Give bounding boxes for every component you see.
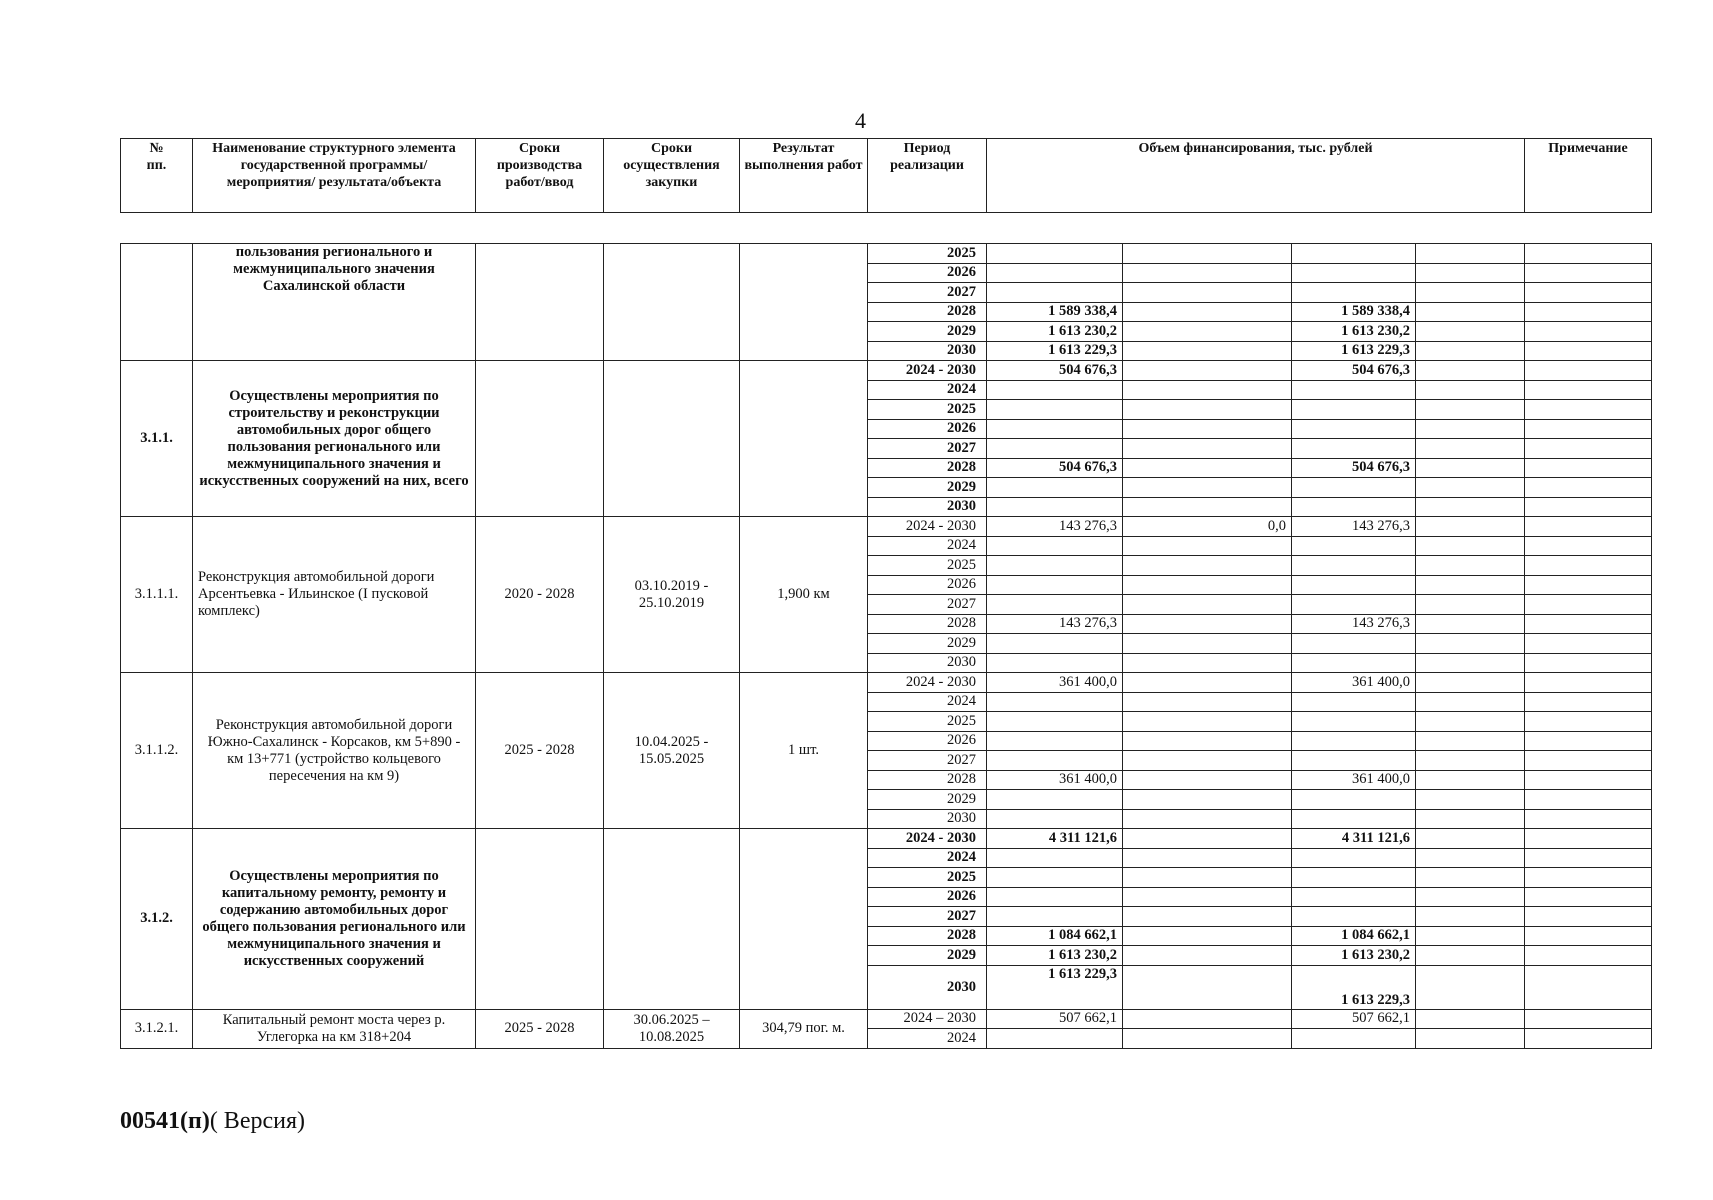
- financing-other: [1416, 848, 1525, 868]
- period-year: 2024 – 2030: [868, 1009, 987, 1029]
- financing-other: [1416, 341, 1525, 361]
- period-year: 2027: [868, 907, 987, 927]
- financing-federal: [1123, 614, 1292, 634]
- financing-regional: [1292, 868, 1416, 888]
- financing-regional: [1292, 634, 1416, 654]
- financing-other: [1416, 497, 1525, 517]
- header-period: Период реализации: [868, 139, 987, 213]
- financing-total: 504 676,3: [987, 361, 1123, 381]
- financing-regional: [1292, 497, 1416, 517]
- row-note: [1525, 595, 1652, 615]
- row-note: [1525, 244, 1652, 264]
- row-number: [121, 244, 193, 361]
- period-year: 2026: [868, 575, 987, 595]
- row-number: 3.1.1.: [121, 361, 193, 517]
- financing-regional: [1292, 263, 1416, 283]
- financing-regional: 361 400,0: [1292, 770, 1416, 790]
- financing-total: [987, 595, 1123, 615]
- financing-regional: 1 084 662,1: [1292, 926, 1416, 946]
- row-note: [1525, 1029, 1652, 1049]
- financing-total: [987, 497, 1123, 517]
- financing-total: [987, 575, 1123, 595]
- period-year: 2026: [868, 887, 987, 907]
- financing-other: [1416, 439, 1525, 459]
- financing-total: [987, 848, 1123, 868]
- financing-total: [987, 419, 1123, 439]
- row-note: [1525, 517, 1652, 537]
- financing-other: [1416, 244, 1525, 264]
- row-note: [1525, 712, 1652, 732]
- financing-regional: [1292, 575, 1416, 595]
- financing-total: [987, 400, 1123, 420]
- period-year: 2025: [868, 244, 987, 264]
- financing-total: [987, 1029, 1123, 1049]
- financing-regional: [1292, 653, 1416, 673]
- row-note: [1525, 731, 1652, 751]
- header-terms-work: Сроки производства работ/ввод: [476, 139, 604, 213]
- table-header: [120, 138, 1652, 213]
- period-year: 2026: [868, 263, 987, 283]
- row-name: Капитальный ремонт моста через р. Углегорка на км 318+204: [193, 1009, 476, 1048]
- period-year: 2026: [868, 419, 987, 439]
- financing-other: [1416, 595, 1525, 615]
- table-row: [121, 829, 1652, 849]
- financing-other: [1416, 809, 1525, 829]
- financing-regional: [1292, 809, 1416, 829]
- row-result: 1,900 км: [740, 517, 868, 673]
- row-note: [1525, 322, 1652, 342]
- period-year: 2025: [868, 868, 987, 888]
- financing-federal: [1123, 692, 1292, 712]
- financing-regional: [1292, 848, 1416, 868]
- financing-total: [987, 653, 1123, 673]
- financing-other: [1416, 419, 1525, 439]
- financing-total: 143 276,3: [987, 614, 1123, 634]
- financing-federal: [1123, 751, 1292, 771]
- financing-other: [1416, 458, 1525, 478]
- financing-federal: [1123, 887, 1292, 907]
- row-name: Реконструкция автомобильной дороги Арсентьевка - Ильинское (I пусковой комплекс): [193, 517, 476, 673]
- financing-federal: [1123, 946, 1292, 966]
- financing-total: [987, 556, 1123, 576]
- financing-federal: 0,0: [1123, 517, 1292, 537]
- period-year: 2024: [868, 380, 987, 400]
- financing-federal: [1123, 263, 1292, 283]
- period-year: 2028: [868, 770, 987, 790]
- financing-other: [1416, 1009, 1525, 1029]
- financing-other: [1416, 400, 1525, 420]
- row-name: пользования регионального и межмуниципального значения Сахалинской области: [193, 244, 476, 361]
- period-year: 2028: [868, 458, 987, 478]
- period-year: 2028: [868, 614, 987, 634]
- financing-regional: [1292, 790, 1416, 810]
- financing-regional: 507 662,1: [1292, 1009, 1416, 1029]
- financing-federal: [1123, 458, 1292, 478]
- period-year: 2027: [868, 595, 987, 615]
- row-terms-work: 2020 - 2028: [476, 517, 604, 673]
- row-terms-purchase: [604, 829, 740, 1010]
- period-year: 2027: [868, 751, 987, 771]
- financing-total: [987, 790, 1123, 810]
- financing-other: [1416, 946, 1525, 966]
- table-row: [121, 361, 1652, 381]
- financing-federal: [1123, 790, 1292, 810]
- period-year: 2029: [868, 634, 987, 654]
- financing-regional: [1292, 556, 1416, 576]
- financing-federal: [1123, 322, 1292, 342]
- financing-federal: [1123, 1009, 1292, 1029]
- row-terms-purchase: [604, 244, 740, 361]
- financing-other: [1416, 692, 1525, 712]
- financing-federal: [1123, 556, 1292, 576]
- financing-other: [1416, 926, 1525, 946]
- period-year: 2030: [868, 809, 987, 829]
- row-note: [1525, 556, 1652, 576]
- financing-other: [1416, 380, 1525, 400]
- period-year: 2030: [868, 341, 987, 361]
- financing-regional: [1292, 400, 1416, 420]
- financing-regional: [1292, 244, 1416, 264]
- row-note: [1525, 302, 1652, 322]
- financing-other: [1416, 575, 1525, 595]
- row-name: Осуществлены мероприятия по строительству и реконструкции автомобильных дорог общего пользования регионального или межмуниципального значения и искусственных сооружений на них, всего: [193, 361, 476, 517]
- financing-regional: [1292, 380, 1416, 400]
- financing-total: [987, 283, 1123, 303]
- period-year: 2025: [868, 556, 987, 576]
- row-number: 3.1.2.1.: [121, 1009, 193, 1048]
- row-note: [1525, 809, 1652, 829]
- row-result: 304,79 пог. м.: [740, 1009, 868, 1048]
- period-year: 2024: [868, 692, 987, 712]
- financing-total: [987, 731, 1123, 751]
- header-num: № пп.: [121, 139, 193, 213]
- financing-federal: [1123, 731, 1292, 751]
- financing-regional: 504 676,3: [1292, 458, 1416, 478]
- financing-regional: 1 613 229,3: [1292, 341, 1416, 361]
- financing-other: [1416, 907, 1525, 927]
- financing-federal: [1123, 361, 1292, 381]
- period-year: 2030: [868, 497, 987, 517]
- row-result: [740, 361, 868, 517]
- period-year: 2025: [868, 400, 987, 420]
- financing-federal: [1123, 380, 1292, 400]
- financing-other: [1416, 790, 1525, 810]
- row-note: [1525, 653, 1652, 673]
- row-terms-work: 2025 - 2028: [476, 673, 604, 829]
- financing-total: 1 084 662,1: [987, 926, 1123, 946]
- financing-federal: [1123, 439, 1292, 459]
- row-terms-purchase: 30.06.2025 – 10.08.2025: [604, 1009, 740, 1048]
- financing-regional: 143 276,3: [1292, 614, 1416, 634]
- financing-other: [1416, 868, 1525, 888]
- header-note: Примечание: [1525, 139, 1652, 213]
- period-year: 2026: [868, 731, 987, 751]
- row-note: [1525, 361, 1652, 381]
- document-code-number: 00541(п): [120, 1108, 210, 1134]
- row-note: [1525, 965, 1652, 1009]
- financing-total: [987, 244, 1123, 264]
- financing-other: [1416, 770, 1525, 790]
- financing-other: [1416, 965, 1525, 1009]
- period-year: 2027: [868, 283, 987, 303]
- financing-federal: [1123, 595, 1292, 615]
- row-note: [1525, 634, 1652, 654]
- row-result: [740, 829, 868, 1010]
- row-note: [1525, 946, 1652, 966]
- financing-federal: [1123, 283, 1292, 303]
- financing-total: 361 400,0: [987, 673, 1123, 693]
- row-note: [1525, 419, 1652, 439]
- financing-regional: 504 676,3: [1292, 361, 1416, 381]
- period-year: 2024: [868, 1029, 987, 1049]
- financing-regional: [1292, 712, 1416, 732]
- table-row: [121, 673, 1652, 693]
- financing-other: [1416, 536, 1525, 556]
- row-number: 3.1.2.: [121, 829, 193, 1010]
- period-year: 2029: [868, 946, 987, 966]
- row-note: [1525, 497, 1652, 517]
- financing-total: [987, 907, 1123, 927]
- financing-federal: [1123, 419, 1292, 439]
- row-number: 3.1.1.1.: [121, 517, 193, 673]
- row-result: 1 шт.: [740, 673, 868, 829]
- financing-total: [987, 263, 1123, 283]
- row-note: [1525, 614, 1652, 634]
- financing-federal: [1123, 536, 1292, 556]
- header-result: Результат выполнения работ: [740, 139, 868, 213]
- period-year: 2028: [868, 302, 987, 322]
- row-terms-work: [476, 829, 604, 1010]
- row-number: 3.1.1.2.: [121, 673, 193, 829]
- header-financing: Объем финансирования, тыс. рублей: [987, 139, 1525, 213]
- financing-federal: [1123, 868, 1292, 888]
- financing-federal: [1123, 848, 1292, 868]
- header-name: Наименование структурного элемента государственной программы/мероприятия/ результата/объекта: [193, 139, 476, 213]
- financing-regional: 4 311 121,6: [1292, 829, 1416, 849]
- financing-regional: [1292, 283, 1416, 303]
- row-note: [1525, 341, 1652, 361]
- period-year: 2024: [868, 536, 987, 556]
- financing-regional: [1292, 907, 1416, 927]
- row-note: [1525, 673, 1652, 693]
- row-note: [1525, 751, 1652, 771]
- financing-other: [1416, 478, 1525, 498]
- row-note: [1525, 380, 1652, 400]
- row-note: [1525, 926, 1652, 946]
- financing-regional: 1 613 229,3: [1292, 965, 1416, 1009]
- financing-regional: 1 589 338,4: [1292, 302, 1416, 322]
- row-note: [1525, 829, 1652, 849]
- financing-regional: [1292, 1029, 1416, 1049]
- row-note: [1525, 692, 1652, 712]
- financing-table: [120, 243, 1652, 1049]
- row-note: [1525, 478, 1652, 498]
- financing-federal: [1123, 1029, 1292, 1049]
- financing-total: [987, 380, 1123, 400]
- financing-other: [1416, 712, 1525, 732]
- financing-total: [987, 712, 1123, 732]
- financing-federal: [1123, 400, 1292, 420]
- period-year: 2030: [868, 965, 987, 1009]
- financing-total: 504 676,3: [987, 458, 1123, 478]
- period-year: 2029: [868, 322, 987, 342]
- financing-total: 4 311 121,6: [987, 829, 1123, 849]
- table-row: [121, 1009, 1652, 1029]
- financing-other: [1416, 731, 1525, 751]
- financing-other: [1416, 322, 1525, 342]
- row-note: [1525, 848, 1652, 868]
- financing-federal: [1123, 907, 1292, 927]
- financing-total: [987, 751, 1123, 771]
- period-year: 2025: [868, 712, 987, 732]
- row-terms-work: [476, 244, 604, 361]
- financing-total: [987, 439, 1123, 459]
- row-note: [1525, 575, 1652, 595]
- row-terms-purchase: 10.04.2025 - 15.05.2025: [604, 673, 740, 829]
- financing-total: 1 613 230,2: [987, 946, 1123, 966]
- financing-other: [1416, 302, 1525, 322]
- financing-other: [1416, 673, 1525, 693]
- period-year: 2028: [868, 926, 987, 946]
- row-note: [1525, 283, 1652, 303]
- row-note: [1525, 907, 1652, 927]
- financing-total: [987, 809, 1123, 829]
- financing-regional: [1292, 478, 1416, 498]
- row-terms-work: [476, 361, 604, 517]
- financing-federal: [1123, 965, 1292, 1009]
- financing-other: [1416, 283, 1525, 303]
- period-year: 2029: [868, 478, 987, 498]
- row-note: [1525, 790, 1652, 810]
- period-year: 2030: [868, 653, 987, 673]
- financing-regional: [1292, 887, 1416, 907]
- row-note: [1525, 1009, 1652, 1029]
- financing-regional: [1292, 751, 1416, 771]
- financing-total: [987, 634, 1123, 654]
- financing-regional: [1292, 419, 1416, 439]
- row-note: [1525, 439, 1652, 459]
- row-terms-purchase: 03.10.2019 - 25.10.2019: [604, 517, 740, 673]
- financing-federal: [1123, 634, 1292, 654]
- financing-other: [1416, 634, 1525, 654]
- row-note: [1525, 263, 1652, 283]
- period-year: 2024: [868, 848, 987, 868]
- financing-federal: [1123, 478, 1292, 498]
- financing-other: [1416, 517, 1525, 537]
- financing-regional: [1292, 692, 1416, 712]
- row-note: [1525, 400, 1652, 420]
- row-note: [1525, 770, 1652, 790]
- financing-federal: [1123, 302, 1292, 322]
- financing-total: 507 662,1: [987, 1009, 1123, 1029]
- row-note: [1525, 458, 1652, 478]
- financing-total: [987, 536, 1123, 556]
- financing-other: [1416, 829, 1525, 849]
- financing-regional: [1292, 595, 1416, 615]
- financing-federal: [1123, 575, 1292, 595]
- financing-federal: [1123, 673, 1292, 693]
- table-row: [121, 517, 1652, 537]
- financing-regional: [1292, 439, 1416, 459]
- financing-total: 143 276,3: [987, 517, 1123, 537]
- document-version: ( Версия): [209, 1108, 305, 1134]
- financing-other: [1416, 361, 1525, 381]
- header-terms-purchase: Сроки осуществления закупки: [604, 139, 740, 213]
- financing-federal: [1123, 809, 1292, 829]
- financing-total: 1 613 230,2: [987, 322, 1123, 342]
- financing-regional: [1292, 731, 1416, 751]
- financing-total: 1 589 338,4: [987, 302, 1123, 322]
- financing-other: [1416, 751, 1525, 771]
- financing-federal: [1123, 829, 1292, 849]
- row-name: Осуществлены мероприятия по капитальному ремонту, ремонту и содержанию автомобильных дорог общего пользования регионального или межмуниципального значения и искусственных сооружений: [193, 829, 476, 1010]
- period-year: 2024 - 2030: [868, 673, 987, 693]
- financing-total: 361 400,0: [987, 770, 1123, 790]
- period-year: 2027: [868, 439, 987, 459]
- financing-regional: 1 613 230,2: [1292, 322, 1416, 342]
- financing-federal: [1123, 341, 1292, 361]
- financing-other: [1416, 614, 1525, 634]
- financing-federal: [1123, 497, 1292, 517]
- financing-regional: [1292, 536, 1416, 556]
- row-terms-work: 2025 - 2028: [476, 1009, 604, 1048]
- period-year: 2024 - 2030: [868, 361, 987, 381]
- financing-regional: 143 276,3: [1292, 517, 1416, 537]
- financing-federal: [1123, 770, 1292, 790]
- financing-federal: [1123, 926, 1292, 946]
- financing-regional: 1 613 230,2: [1292, 946, 1416, 966]
- financing-total: [987, 868, 1123, 888]
- row-note: [1525, 536, 1652, 556]
- financing-other: [1416, 653, 1525, 673]
- financing-other: [1416, 1029, 1525, 1049]
- row-result: [740, 244, 868, 361]
- financing-federal: [1123, 653, 1292, 673]
- row-terms-purchase: [604, 361, 740, 517]
- period-year: 2024 - 2030: [868, 517, 987, 537]
- financing-other: [1416, 887, 1525, 907]
- financing-federal: [1123, 244, 1292, 264]
- financing-regional: 361 400,0: [1292, 673, 1416, 693]
- table-row: [121, 244, 1652, 264]
- period-year: 2029: [868, 790, 987, 810]
- document-code: [120, 1108, 305, 1135]
- row-name: Реконструкция автомобильной дороги Южно-Сахалинск - Корсаков, км 5+890 - км 13+771 (устройство кольцевого пересечения на км 9): [193, 673, 476, 829]
- financing-total: [987, 692, 1123, 712]
- financing-total: [987, 887, 1123, 907]
- page-number: 4: [855, 108, 866, 133]
- financing-total: 1 613 229,3: [987, 341, 1123, 361]
- financing-federal: [1123, 712, 1292, 732]
- row-note: [1525, 887, 1652, 907]
- period-year: 2024 - 2030: [868, 829, 987, 849]
- financing-other: [1416, 263, 1525, 283]
- financing-other: [1416, 556, 1525, 576]
- row-note: [1525, 868, 1652, 888]
- financing-total: [987, 478, 1123, 498]
- financing-total: 1 613 229,3: [987, 965, 1123, 1009]
